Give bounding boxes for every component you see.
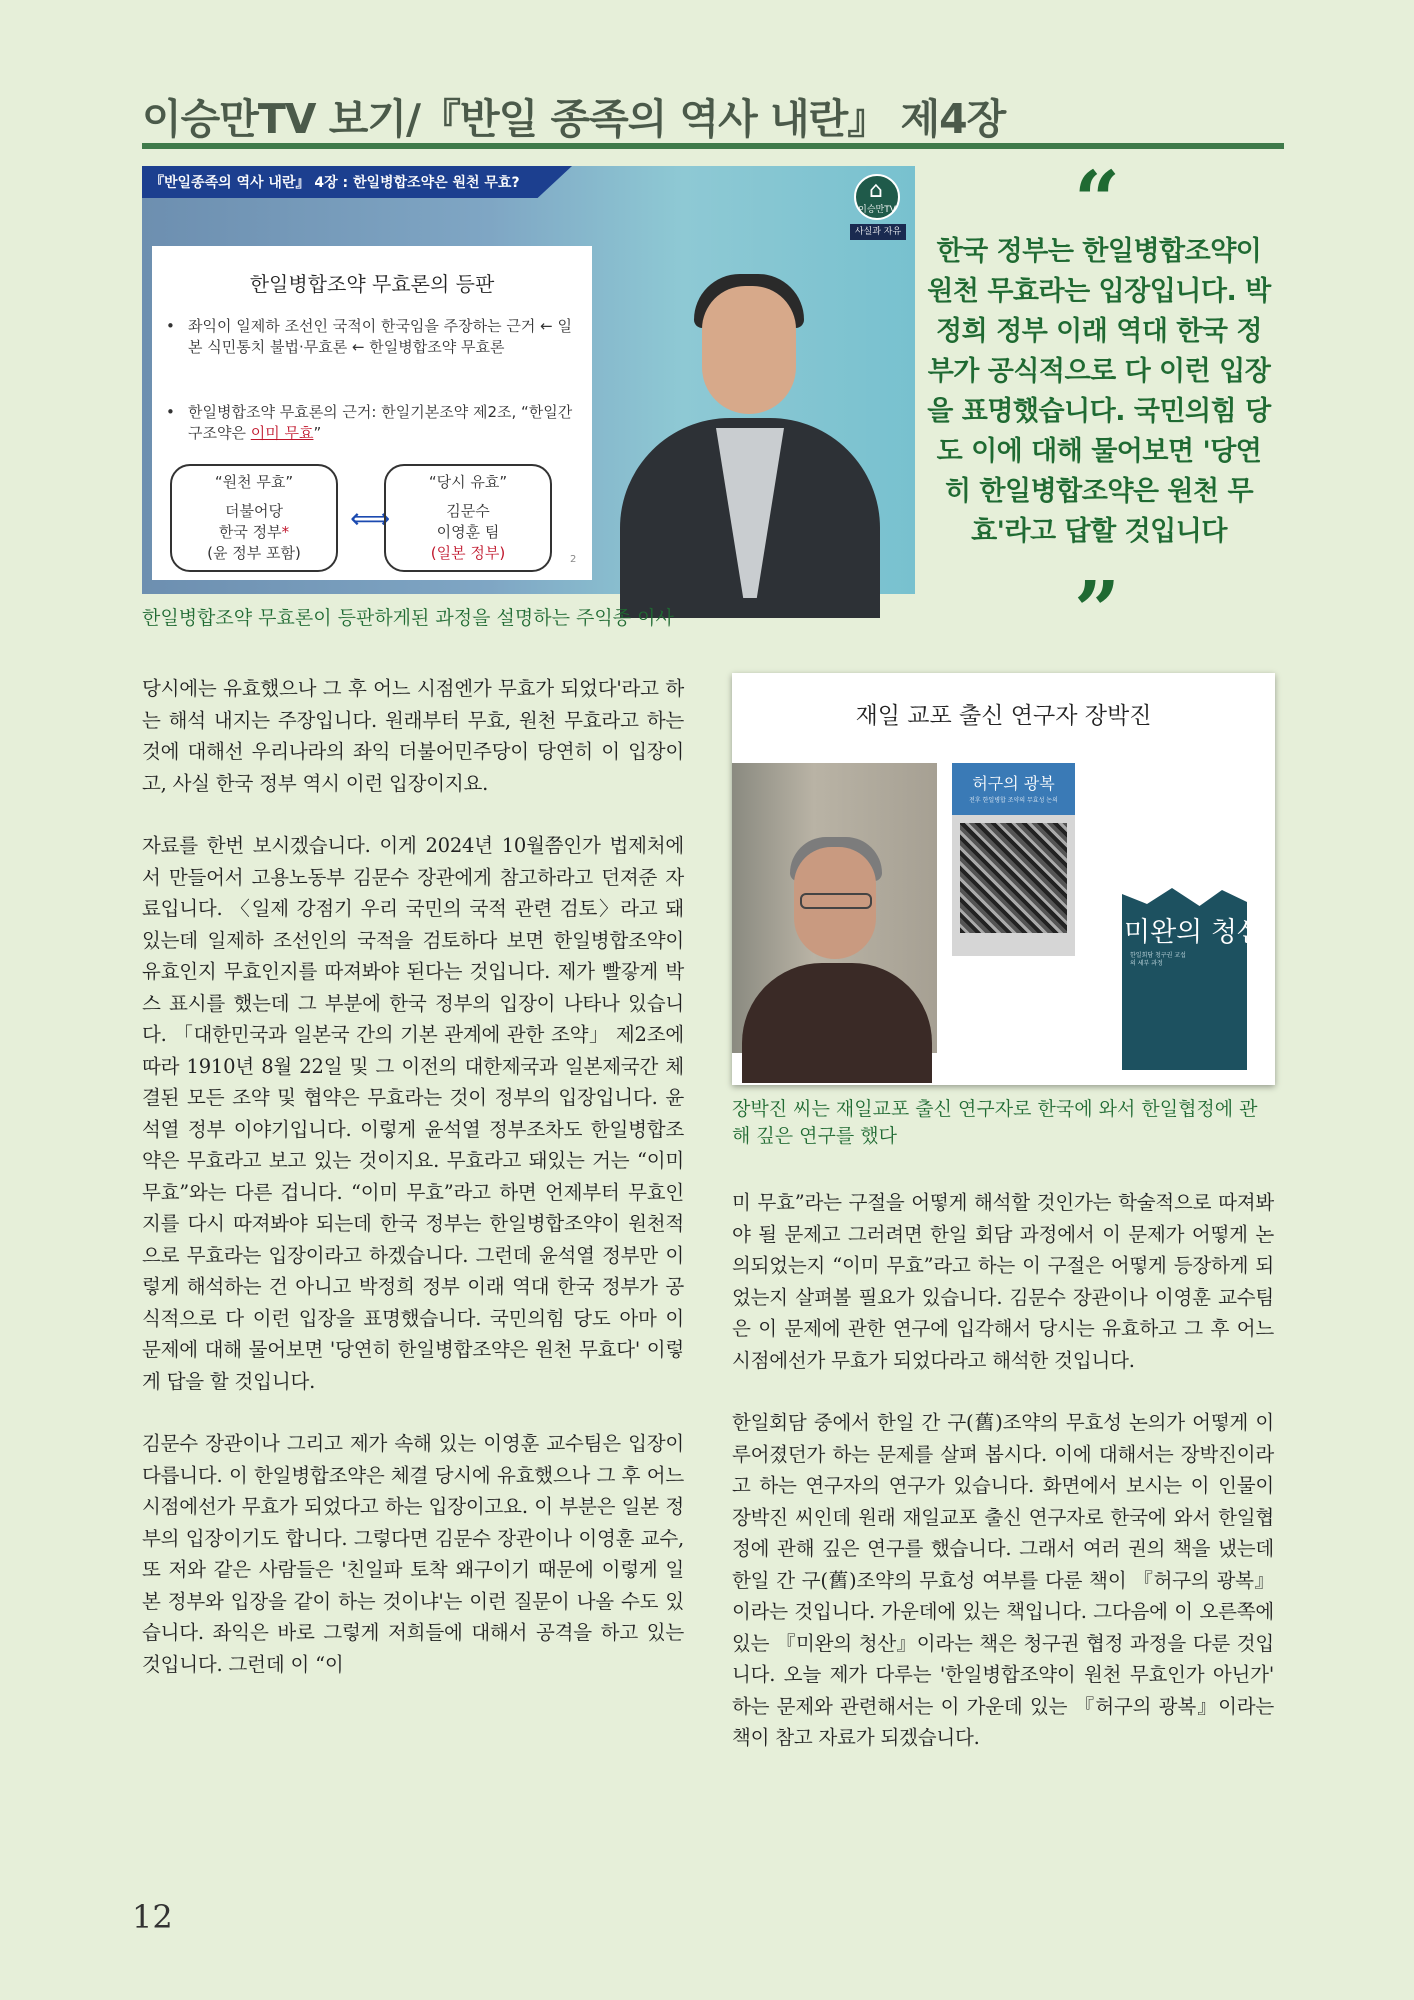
page-title: 이승만TV 보기/『반일 종족의 역사 내란』 제4장 [142,95,1006,143]
right-column [732,1187,1274,1785]
left-column [142,673,684,1711]
paragraph: 당시에는 유효했으나 그 후 어느 시점엔가 무효가 되었다'라고 하는 해석 내지는 주장입니다. 원래부터 무효, 원천 무효라고 하는 것에 대해선 우리나라의 좌익 더불어민주당이 당연히 이 입장이고, 사실 한국 정부 역시 이런 입장이지요. [142,677,684,795]
slide-box-void-line2: 한국 정부 [218,523,282,541]
researcher-photo [732,763,937,1053]
bullet-dot-icon: • [166,317,175,335]
book1-photo [960,823,1067,933]
book2-title: 미완의 청산 [1124,917,1263,948]
slide-bullet-2-suffix: ” [313,424,322,442]
pull-quote: 한국 정부는 한일병합조약이 원천 무효라는 입장입니다. 박정희 정부 이래 역대 한국 정부가 공식적으로 다 이런 입장을 표명했습니다. 국민의힘 당도 이에 대해 물어보면 '당연히 한일병합조약은 원천 무효'라고 답할 것입니다 [927,236,1271,547]
slide-page-number: 2 [570,554,577,565]
slide-box-void-heading: “원천 무효” [214,473,294,491]
channel-logo-icon [854,174,900,220]
paragraph: 미 무효”라는 구절을 어떻게 해석할 것인가는 학술적으로 따져봐야 될 문제고 그러려면 한일 회담 과정에서 이 문제가 어떻게 논의되었는지 “이미 무효”라고 하는 이 구절은 어떻게 등장하게 되었는지 살펴볼 필요가 있습니다. 김문수 장관이나 이영훈 교수팀은 이 문제에 관한 연구에 입각해서 당시는 유효하고 그 후 어느 시점에선가 무효가 되었다라고 해석한 것입니다. [732,1191,1274,1372]
slide-box-valid-heading: “당시 유효” [428,473,508,491]
figure-heading: 재일 교포 출신 연구자 장박진 [855,703,1152,729]
slide-box-valid-line1: 김문수 [446,502,490,520]
figure-caption: 장박진 씨는 재일교포 출신 연구자로 한국에 와서 한일협정에 관해 깊은 연구를 했다 [732,1098,1258,1147]
slide-bullet-1-text: 좌익이 일제하 조선인 국적이 한국임을 주장하는 근거 ← 일본 식민통치 불법·무효론 ← 한일병합조약 무효론 [188,317,572,356]
bullet-dot-icon: • [166,403,175,421]
speaker-head [702,286,796,414]
slide-title: 한일병합조약 무효론의 등판 [249,272,495,296]
book1-title: 허구의 광복 [972,774,1055,793]
slide-box-valid-line2: 이영훈 팀 [436,523,500,541]
slide-box-void-line1: 더불어당 [225,502,283,520]
slide-bullet-1 [166,316,578,358]
paragraph: 한일회담 중에서 한일 간 구(舊)조약의 무효성 논의가 어떻게 이루어졌던가 하는 문제를 살펴 봅시다. 이에 대해서는 장박진이라고 하는 연구자의 연구가 있습니다. 화면에서 보시는 이 인물이 장박진 씨인데 원래 재일교포 출신 연구자로 한국에 와서 한일협정에 관해 깊은 연구를 했습니다. 그래서 여러 권의 책을 냈는데 한일 간 구(舊)조약의 무효성 여부를 다룬 책이 『허구의 광복』이라는 것입니다. 가운데에 있는 책입니다. 그다음에 이 오른쪽에 있는 『미완의 청산』이라는 책은 청구권 협정 과정을 다룬 것입니다. 오늘 제가 다루는 '한일병합조약이 원천 무효인가 아닌가' 하는 문제와 관련해서는 이 가운데 있는 『허구의 광복』이라는 책이 참고 자료가 되겠습니다. [732,1411,1274,1749]
book-cover-heogu [952,763,1075,956]
title-rule [142,143,1284,149]
slide-box-void [170,464,338,572]
close-quote-icon: ” [1074,563,1121,657]
channel-tag: 사실과 자유 [850,224,906,240]
slide-bullet-2 [166,402,578,444]
slide-bullet-2-highlight: 이미 무효 [250,424,314,442]
paragraph: 자료를 한번 보시겠습니다. 이게 2024년 10월쯤인가 법제처에서 만들어서 고용노동부 김문수 장관에게 참고하라고 던져준 자료입니다. 〈일제 강점기 우리 국민의 국적 관련 검토〉라고 돼 있는데 일제하 조선인의 국적을 검토하다 보면 한일병합조약이 유효인지 무효인지를 따져봐야 된다는 것입니다. 제가 빨갛게 박스 표시를 했는데 그 부분에 한국 정부의 입장이 나타나 있습니다. 「대한민국과 일본국 간의 기본 관계에 관한 조약」 제2조에 따라 1910년 8월 22일 및 그 이전의 대한제국과 일본제국간 체결된 모든 조약 및 협약은 무효라는 것이 정부의 입장입니다. 윤석열 정부 이야기입니다. 이렇게 윤석열 정부조차도 한일병합조약은 무효라고 보고 있는 것이지요. 무효라고 돼있는 거는 “이미 무효”와는 다른 겁니다. “이미 무효”라고 하면 언제부터 무효인지를 다시 따져봐야 되는데 한국 정부는 한일병합조약이 원천적으로 무효라는 입장이라고 하겠습니다. 그런데 윤석열 정부만 이렇게 해석하는 건 아니고 박정희 정부 이래 역대 한국 정부가 공식적으로 다 이런 입장을 표명했습니다. 국민의힘 당도 아마 이 문제에 대해 물어보면 '당연히 한일병합조약은 원천 무효다' 이렇게 답을 할 것입니다. [142,834,684,1393]
paragraph: 김문수 장관이나 그리고 제가 속해 있는 이영훈 교수팀은 입장이 다릅니다. 이 한일병합조약은 체결 당시에 유효했으나 그 후 어느 시점에선가 무효가 되었다고 하는 입장이고요. 이 부분은 일본 정부의 입장이기도 합니다. 그렇다면 김문수 장관이나 이영훈 교수, 또 저와 같은 사람들은 '친일파 토착 왜구이기 때문에 이렇게 일본 정부와 입장을 같이 하는 것이냐'는 이런 질문이 나올 수도 있습니다. 좌익은 바로 그렇게 저희들에 대해서 공격을 하고 있는 것입니다. 그런데 이 “이 [142,1432,684,1676]
slide-card [152,246,592,580]
video-caption: 한일병합조약 무효론이 등판하게된 과정을 설명하는 주익종 이사 [142,607,674,629]
glasses-icon [800,893,872,909]
book1-subtitle: 전후 한일병합 조약의 무효성 논의 [969,797,1058,804]
page-number: 12 [132,1898,173,1936]
slide-box-void-mark: * [281,523,290,541]
slide-box-valid-line3: (일본 정부) [430,544,506,562]
video-screenshot [142,166,915,594]
mountain-icon [1122,874,1247,914]
channel-logo-text: 이승만TV [858,205,896,215]
researcher-body [742,963,932,1083]
book-cover-miwan [1122,874,1263,1070]
researcher-figure [732,673,1275,1085]
double-arrow-icon: ⟺ [350,502,391,535]
video-top-text: 『반일종족의 역사 내란』 4장 : 한일병합조약은 원천 무효? [150,175,520,191]
book2-subtitle: 한일회담 청구권 교섭의 세부 과정 [1130,952,1186,967]
slide-bullet-2-text: 한일병합조약 무효론의 근거: 한일기본조약 제2조, “한일간 구조약은 [188,403,573,442]
open-quote-icon: “ [1074,153,1121,247]
slide-box-void-line3: (윤 정부 포함) [207,544,301,562]
slide-box-valid [384,464,552,572]
